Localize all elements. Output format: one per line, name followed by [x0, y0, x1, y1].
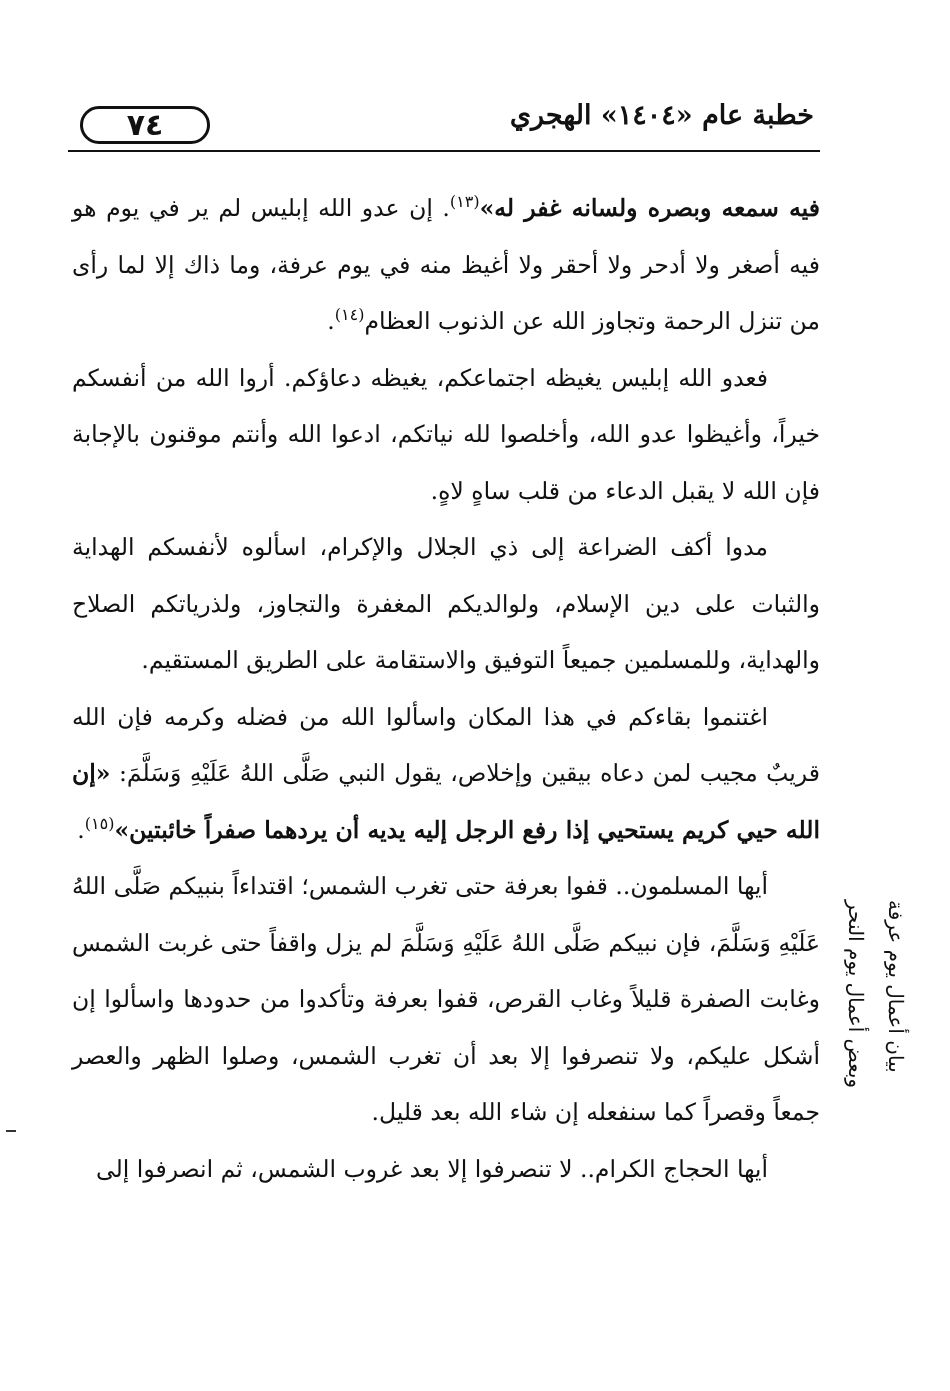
- paragraph-4-text: اغتنموا بقاءكم في هذا المكان واسألوا الله من فضله وكرمه فإن الله قريبٌ مجيب لمن دعاه بيقين وإخلاص، يقول النبي صَلَّى اللهُ عَلَيْهِ وَسَلَّمَ:: [72, 702, 820, 787]
- hadith-quote: «إن الله حيي كريم يستحيي إذا رفع الرجل إليه يديه أن يردهما صفراً خائبتين»: [72, 759, 820, 844]
- paragraph-2: فعدو الله إبليس يغيظه اجتماعكم، يغيظه دعاؤكم. أروا الله من أنفسكم خيراً، وأغيظوا عدو الله، وأخلصوا لله نياتكم، ادعوا الله وأنتم موقنون بالإجابة فإن الله لا يقبل الدعاء من قلب ساهٍ لاهٍ.: [72, 363, 820, 505]
- running-title: خطبة عام «١٤٠٤» الهجري: [509, 100, 814, 131]
- paragraph-4-tail: .: [77, 815, 85, 844]
- paragraph-3: مدوا أكف الضراعة إلى ذي الجلال والإكرام، اسألوه لأنفسكم الهداية والثبات على دين الإسلام، ولوالديكم المغفرة والتجاوز، ولذرياتكم الصلاح والهداية، وللمسلمين جميعاً التوفيق والاستقامة على الطريق المستقيم.: [72, 533, 820, 674]
- page-number: ٧٤: [80, 106, 210, 144]
- footnote-ref-15: (١٥): [84, 813, 115, 833]
- margin-note-line-1: بيان أعمال يوم عرفة: [884, 900, 908, 1073]
- paragraph-5: أيها المسلمون.. قفوا بعرفة حتى تغرب الشمس؛ اقتداءاً بنبيكم صَلَّى اللهُ عَلَيْهِ وَسَلَّمَ، فإن نبيكم صَلَّى اللهُ عَلَيْهِ وَسَلَّمَ لم يزل واقفاً حتى غربت الشمس وغابت الصفرة قليلاً وغاب القرص، قفوا بعرفة وتأكدوا من حدودها واسألوا إن أشكل عليكم، ولا تنصرفوا إلا بعد أن تغرب الشمس، وصلوا الظهر والعصر جمعاً وقصراً كما سنفعله إن شاء الله بعد قليل.: [72, 872, 820, 1126]
- quote-ending: فيه سمعه وبصره ولسانه غفر له»: [479, 194, 820, 222]
- page-header: [68, 96, 820, 152]
- footnote-ref-14: (١٤): [334, 305, 365, 325]
- header-rule: [68, 150, 820, 152]
- paragraph-1-text: . إن عدو الله إبليس لم ير في يوم هو فيه أصغر ولا أدحر ولا أحقر ولا أغيظ منه في يوم عرفة، وما ذاك إلا لما رأى من تنزل الرحمة وتجاوز الله عن الذنوب العظام: [72, 194, 820, 335]
- footnote-ref-13: (١٣): [449, 192, 480, 212]
- paragraph-6: أيها الحجاج الكرام.. لا تنصرفوا إلا بعد غروب الشمس، ثم انصرفوا إلى: [96, 1154, 768, 1183]
- paragraph-4: [72, 689, 820, 859]
- body-text: [72, 180, 820, 1197]
- margin-note-line-2: وبعض أعمال يوم النحر: [844, 900, 868, 1089]
- scan-mark: [6, 1130, 16, 1132]
- paragraph-1-tail: .: [327, 307, 335, 335]
- margin-note: [838, 900, 928, 1170]
- paragraph-1: [72, 180, 820, 350]
